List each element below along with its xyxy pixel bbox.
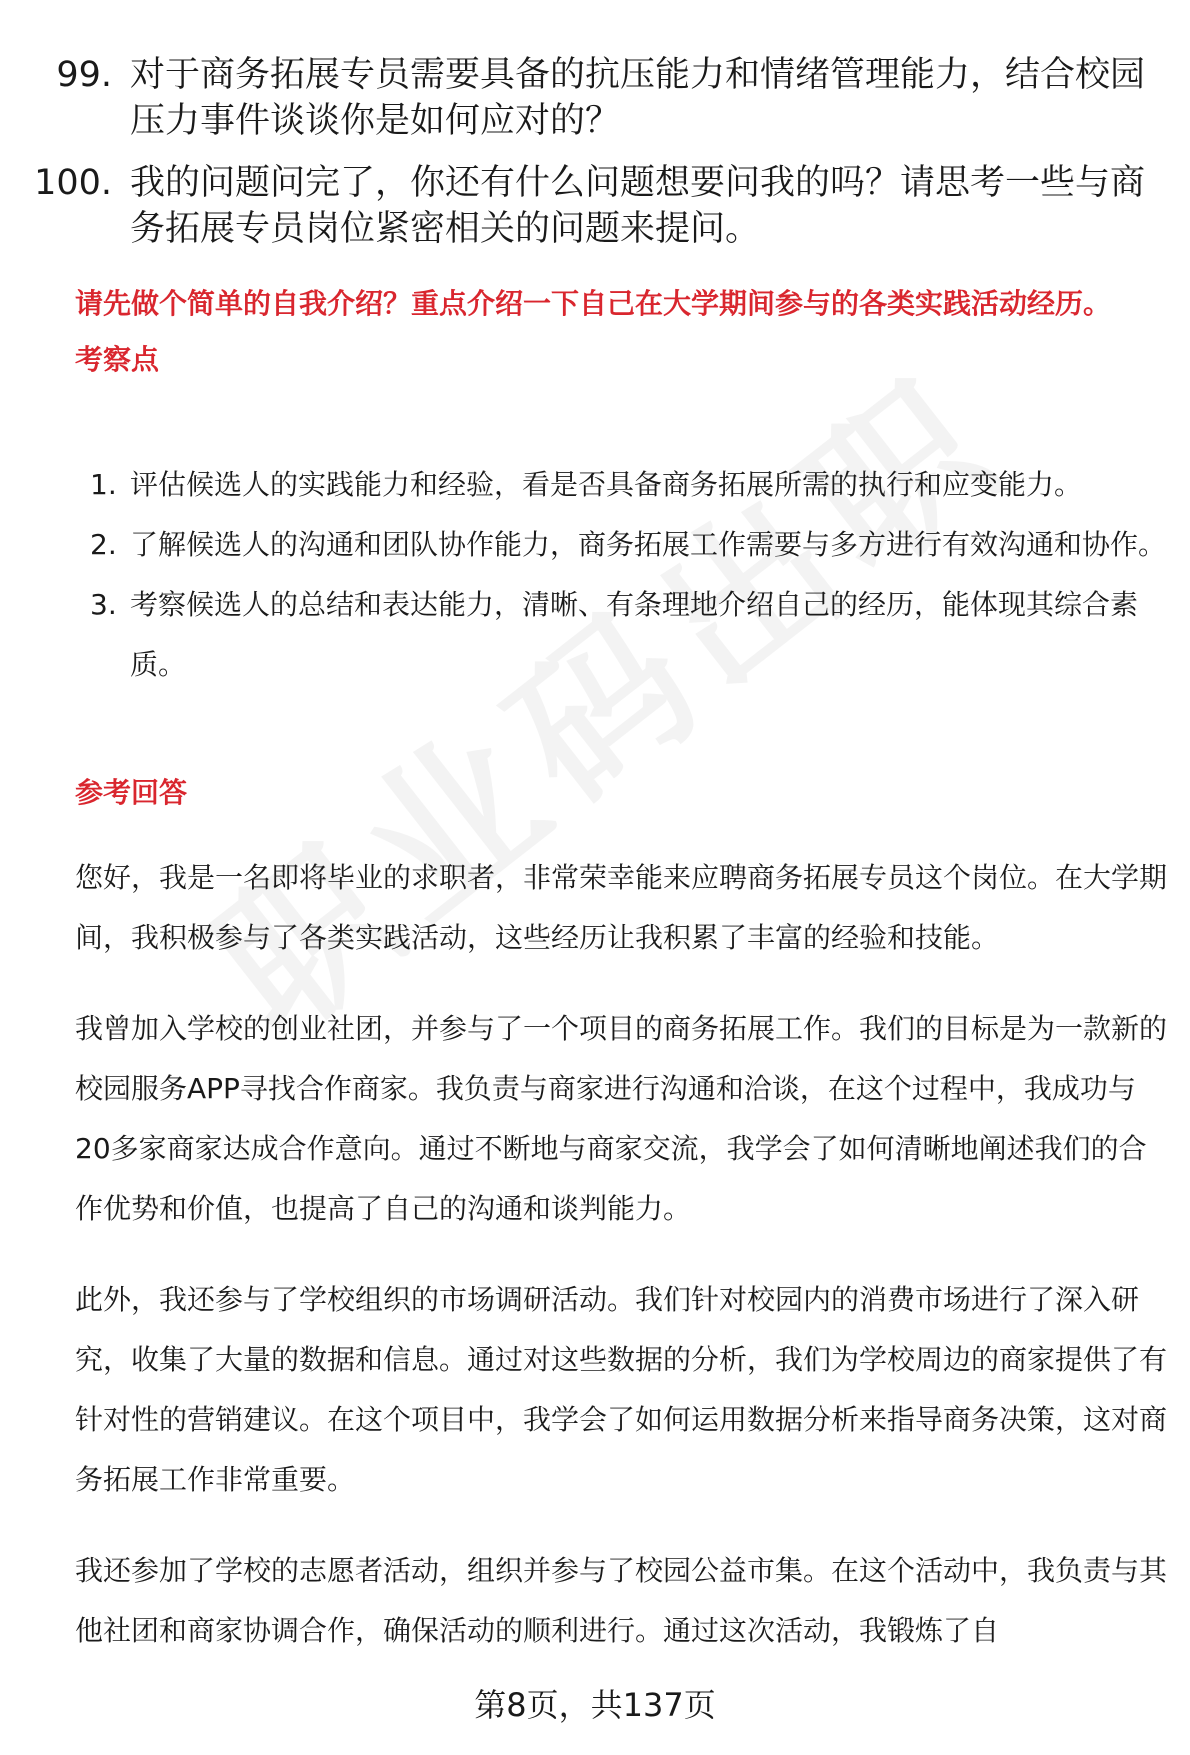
focus-points-list [75,455,1165,695]
answer-body [75,848,1167,1692]
point-text: 评估候选人的实践能力和经验，看是否具备商务拓展所需的执行和应变能力。 [130,468,1083,501]
list-item [75,455,1165,515]
question-number: 100. [34,163,112,203]
point-number: 1. [90,468,117,501]
answer-paragraph: 我还参加了学校的志愿者活动，组织并参与了校园公益市集。在这个活动中，我负责与其他社团和商家协调合作，确保活动的顺利进行。通过这次活动，我锻炼了自 [75,1554,1168,1647]
question-text: 对于商务拓展专员需要具备的抗压能力和情绪管理能力，结合校园压力事件谈谈你是如何应对的？ [130,55,1146,141]
answer-paragraph: 我曾加入学校的创业社团，并参与了一个项目的商务拓展工作。我们的目标是为一款新的校园服务APP寻找合作商家。我负责与商家进行沟通和洽谈，在这个过程中，我成功与20多家商家达成合作意向。通过不断地与商家交流，我学会了如何清晰地阐述我们的合作优势和价值，也提高了自己的沟通和谈判能力。 [75,1012,1168,1225]
answer-paragraph: 您好，我是一名即将毕业的求职者，非常荣幸能来应聘商务拓展专员这个岗位。在大学期间，我积极参与了各类实践活动，这些经历让我积累了丰富的经验和技能。 [75,861,1168,954]
focus-points-heading: 考察点 [75,343,160,376]
list-item [0,160,1190,252]
question-number: 99. [56,55,112,95]
list-item [75,575,1165,695]
page-number: 第8页，共137页 [474,1686,716,1724]
list-item [0,52,1190,144]
answer-paragraph: 此外，我还参与了学校组织的市场调研活动。我们针对校园内的消费市场进行了深入研究，收集了大量的数据和信息。通过对这些数据的分析，我们为学校周边的商家提供了有针对性的营销建议。在这个项目中，我学会了如何运用数据分析来指导商务决策，这对商务拓展工作非常重要。 [75,1283,1168,1496]
question-list [0,52,1190,268]
point-text: 考察候选人的总结和表达能力，清晰、有条理地介绍自己的经历，能体现其综合素质。 [130,588,1139,681]
point-number: 3. [90,588,117,621]
list-item [75,515,1165,575]
question-heading: 请先做个简单的自我介绍？重点介绍一下自己在大学期间参与的各类实践活动经历。 [75,287,1112,320]
question-text: 我的问题问完了，你还有什么问题想要问我的吗？请思考一些与商务拓展专员岗位紧密相关的问题来提问。 [130,163,1146,249]
answer-heading: 参考回答 [75,776,188,809]
point-text: 了解候选人的沟通和团队协作能力，商务拓展工作需要与多方进行有效沟通和协作。 [130,528,1167,561]
point-number: 2. [90,528,117,561]
